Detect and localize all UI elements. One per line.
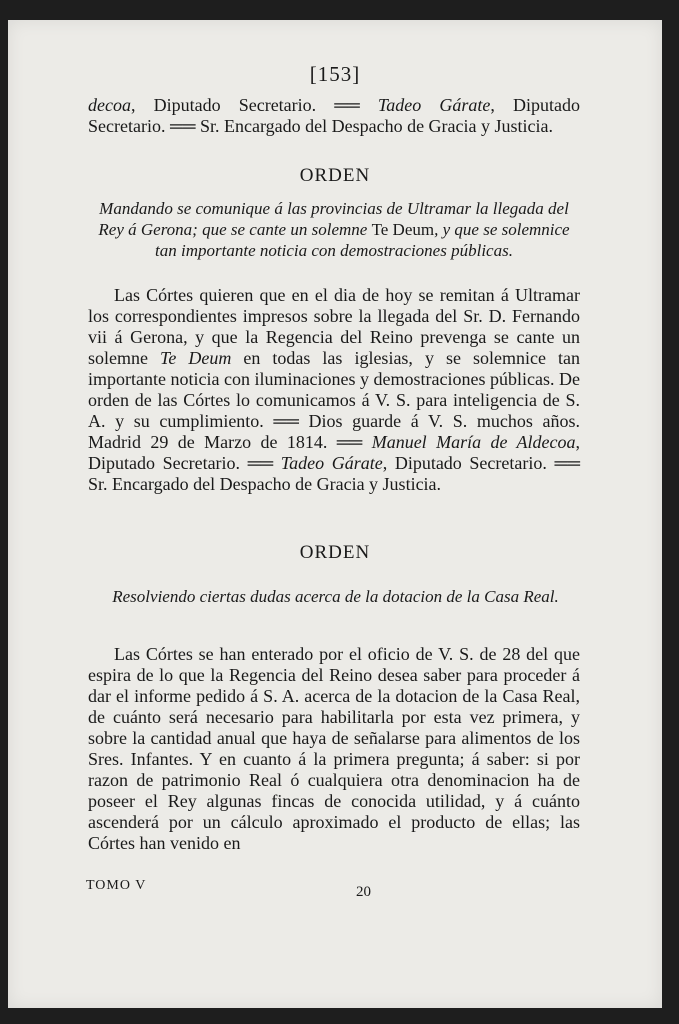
closing-paragraph <box>88 95 580 137</box>
page-number: [153] <box>309 62 361 86</box>
signature-mark: 20 <box>356 884 371 900</box>
text-fragment: Te Deum <box>371 220 435 239</box>
text-fragment: Tadeo Gárate <box>377 95 491 115</box>
order-heading-1: ORDEN <box>299 165 371 186</box>
text-fragment: Tadeo Gárate <box>280 453 383 473</box>
text-fragment: , y que se solemnice tan importante noticia con demostraciones públicas. <box>155 220 570 260</box>
order-body-2: Las Córtes se han enterado por el oficio de V. S. de 28 del que espira de lo que la Regencia del Reino desea saber para proceder á dar el informe pedido á S. A. acerca de la dotacion de la Casa Real, de cuánto será necesario para habilitarla por esta vez primera, y sobre la cantidad anual que haya de señalarse para alimentos de los Sres. Infantes. Y en cuanto á la primera pregunta; á saber: si por razon de patrimonio Real ó cualquiera otra denominacion ha de poseer el Rey algunas fincas de conocida utilidad, y á cuánto ascenderá por un cálculo aproximado el producto de ellas; las Córtes han venido en <box>88 644 580 853</box>
text-fragment: Mandando se comunique á las provincias de Ultramar la llegada del Rey á Gerona; que se cante un solemne <box>98 199 569 239</box>
text-fragment: decoa <box>88 95 131 115</box>
order-subtitle-1 <box>86 198 582 261</box>
text-fragment: , Diputado Secretario. ══ Sr. Encargado del Despacho de Gracia y Justicia. <box>88 95 580 136</box>
text-fragment: , Diputado Secretario. ══ <box>130 95 378 115</box>
text-fragment: en todas las iglesias, y se solemnice tan importante noticia con iluminaciones y demostraciones públicas. De orden de las Córtes lo comunicamos á V. S. para inteligencia de S. A. y su cumplimiento. ══ Dios guarde á V. S. muchos años. Madrid 29 de Marzo de 1814. ══ <box>88 348 580 452</box>
text-fragment: Las Córtes quieren que en el dia de hoy se remitan á Ultramar los correspondientes impresos sobre la llegada del Sr. D. Fernando vii á Gerona, y que la Regencia del Reino prevenga se cante un solemne <box>88 285 580 368</box>
order-subtitle-2: Resolviendo ciertas dudas acerca de la dotacion de la Casa Real. <box>112 587 559 606</box>
order-heading-2: ORDEN <box>299 542 371 563</box>
book-page <box>8 20 662 1008</box>
text-fragment: , Diputado Secretario. ══ <box>88 432 581 473</box>
text-fragment: , Diputado Secretario. ══ Sr. Encargado del Despacho de Gracia y Justicia. <box>88 453 580 494</box>
text-fragment: Manuel María de Aldecoa <box>371 432 576 452</box>
order-body-1 <box>88 285 580 495</box>
volume-label: TOMO V <box>86 878 147 893</box>
text-fragment: Te Deum <box>160 348 232 368</box>
